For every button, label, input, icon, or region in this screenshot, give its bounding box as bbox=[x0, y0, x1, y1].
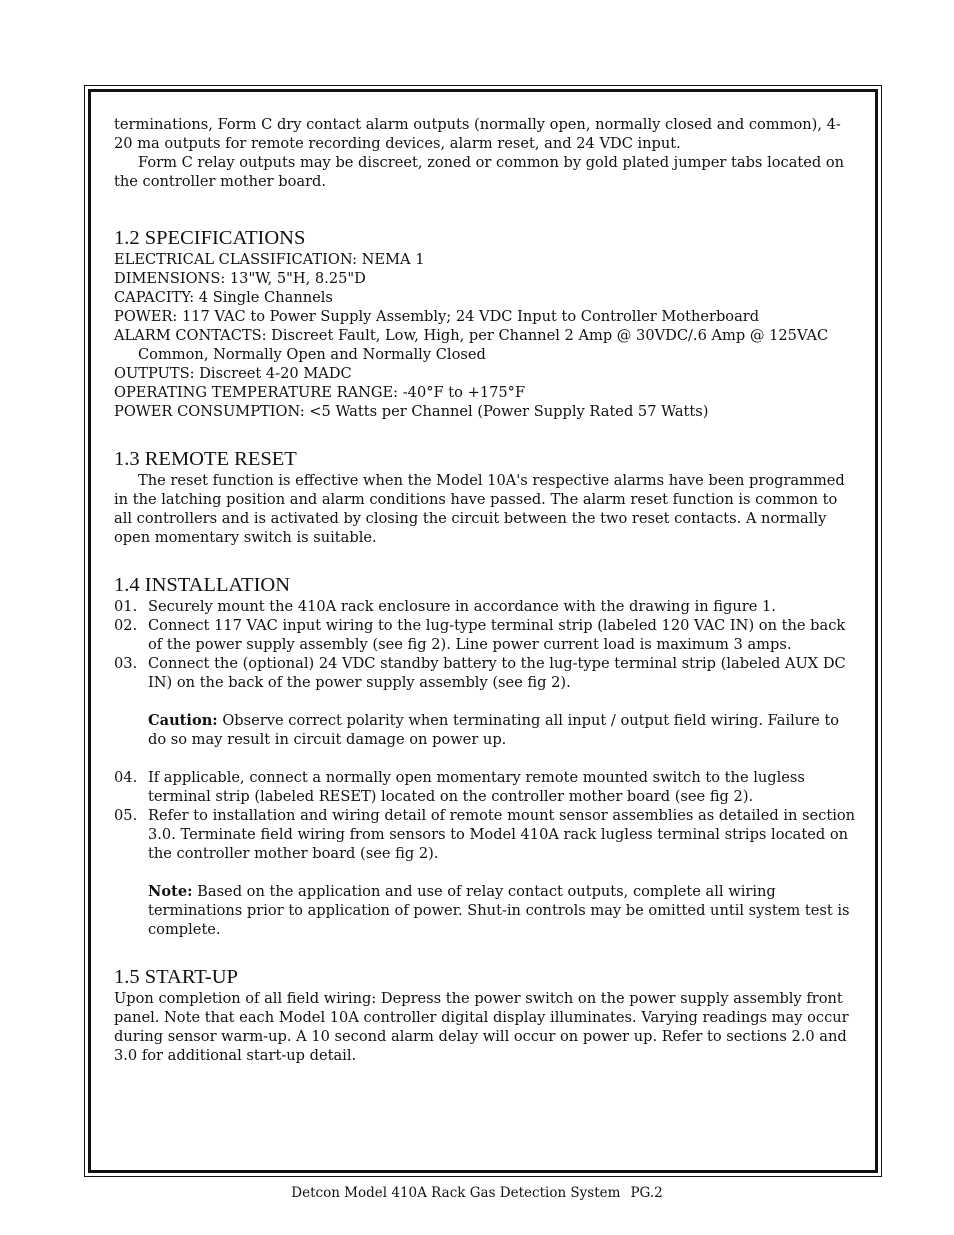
step-number: 01. bbox=[114, 598, 138, 615]
spec-line: POWER CONSUMPTION: <5 Watts per Channel (Power Supply Rated 57 Watts) bbox=[114, 403, 709, 420]
section-heading-installation: 1.4 INSTALLATION bbox=[114, 574, 291, 596]
footer-title: Detcon Model 410A Rack Gas Detection System bbox=[291, 1185, 621, 1201]
spec-line: ALARM CONTACTS: Discreet Fault, Low, High, per Channel 2 Amp @ 30VDC/.6 Amp @ 125VAC bbox=[114, 327, 829, 344]
spec-line: Common, Normally Open and Normally Closed bbox=[138, 346, 486, 363]
spec-line: OUTPUTS: Discreet 4-20 MADC bbox=[114, 365, 352, 382]
spec-line: CAPACITY: 4 Single Channels bbox=[114, 289, 333, 306]
step-number: 05. bbox=[114, 807, 138, 824]
step-text: If applicable, connect a normally open momentary remote mounted switch to the lugless terminal strip (labeled RESET) located on the controller mother board (see fig 2). bbox=[148, 769, 805, 805]
spec-list bbox=[114, 250, 859, 421]
intro-paragraph-2: Form C relay outputs may be discreet, zoned or common by gold plated jumper tabs located on the controller mother board. bbox=[114, 154, 845, 190]
install-step bbox=[114, 597, 859, 616]
spec-line: DIMENSIONS: 13"W, 5"H, 8.25"D bbox=[114, 270, 366, 287]
step-number: 04. bbox=[114, 769, 138, 786]
spec-line: OPERATING TEMPERATURE RANGE: -40°F to +175°F bbox=[114, 384, 526, 401]
step-text: Refer to installation and wiring detail of remote mount sensor assemblies as detailed in section 3.0. Terminate field wiring from sensors to Model 410A rack lugless terminal strips located on the controller mother board (see fig 2). bbox=[148, 807, 856, 862]
page-footer bbox=[0, 1185, 954, 1201]
install-step bbox=[114, 654, 859, 692]
note-text: Based on the application and use of relay contact outputs, complete all wiring terminations prior to application of power. Shut-in controls may be omitted until system test is complete. bbox=[148, 883, 850, 938]
note-label: Note: bbox=[148, 883, 193, 900]
page-number: PG.2 bbox=[630, 1185, 663, 1201]
step-text: Connect 117 VAC input wiring to the lug-type terminal strip (labeled 120 VAC IN) on the back of the power supply assembly (see fig 2). Line power current load is maximum 3 amps. bbox=[148, 617, 846, 653]
section-heading-start-up: 1.5 START-UP bbox=[114, 966, 238, 988]
intro-paragraph: terminations, Form C dry contact alarm outputs (normally open, normally closed and common), 4-20 ma outputs for remote recording devices, alarm reset, and 24 VDC input. bbox=[114, 116, 841, 152]
step-text: Connect the (optional) 24 VDC standby battery to the lug-type terminal strip (labeled AUX DC IN) on the back of the power supply assembly (see fig 2). bbox=[148, 655, 846, 691]
remote-reset-paragraph: The reset function is effective when the Model 10A's respective alarms have been programmed in the latching position and alarm conditions have passed. The alarm reset function is common to all controllers and is activated by closing the circuit between the two reset contacts. A normally open momentary switch is suitable. bbox=[114, 472, 845, 546]
spec-line: ELECTRICAL CLASSIFICATION: NEMA 1 bbox=[114, 251, 425, 268]
note-block bbox=[148, 882, 859, 939]
install-step bbox=[114, 768, 859, 806]
step-text: Securely mount the 410A rack enclosure in accordance with the drawing in figure 1. bbox=[148, 598, 776, 615]
install-step bbox=[114, 616, 859, 654]
section-heading-specifications: 1.2 SPECIFICATIONS bbox=[114, 227, 306, 249]
step-number: 03. bbox=[114, 655, 138, 672]
caution-label: Caution: bbox=[148, 712, 218, 729]
installation-steps bbox=[114, 597, 859, 939]
step-number: 02. bbox=[114, 617, 138, 634]
caution-note bbox=[148, 711, 859, 749]
install-step bbox=[114, 806, 859, 863]
caution-text: Observe correct polarity when terminating all input / output field wiring. Failure to do so may result in circuit damage on power up. bbox=[148, 712, 840, 748]
start-up-paragraph: Upon completion of all field wiring: Depress the power switch on the power supply assembly front panel. Note that each Model 10A controller digital display illuminates. Varying readings may occur during sensor warm-up. A 10 second alarm delay will occur on power up. Refer to sections 2.0 and 3.0 for additional start-up detail. bbox=[114, 990, 849, 1064]
page-content bbox=[114, 115, 859, 1065]
section-heading-remote-reset: 1.3 REMOTE RESET bbox=[114, 448, 297, 470]
spec-line: POWER: 117 VAC to Power Supply Assembly; 24 VDC Input to Controller Motherboard bbox=[114, 308, 760, 325]
